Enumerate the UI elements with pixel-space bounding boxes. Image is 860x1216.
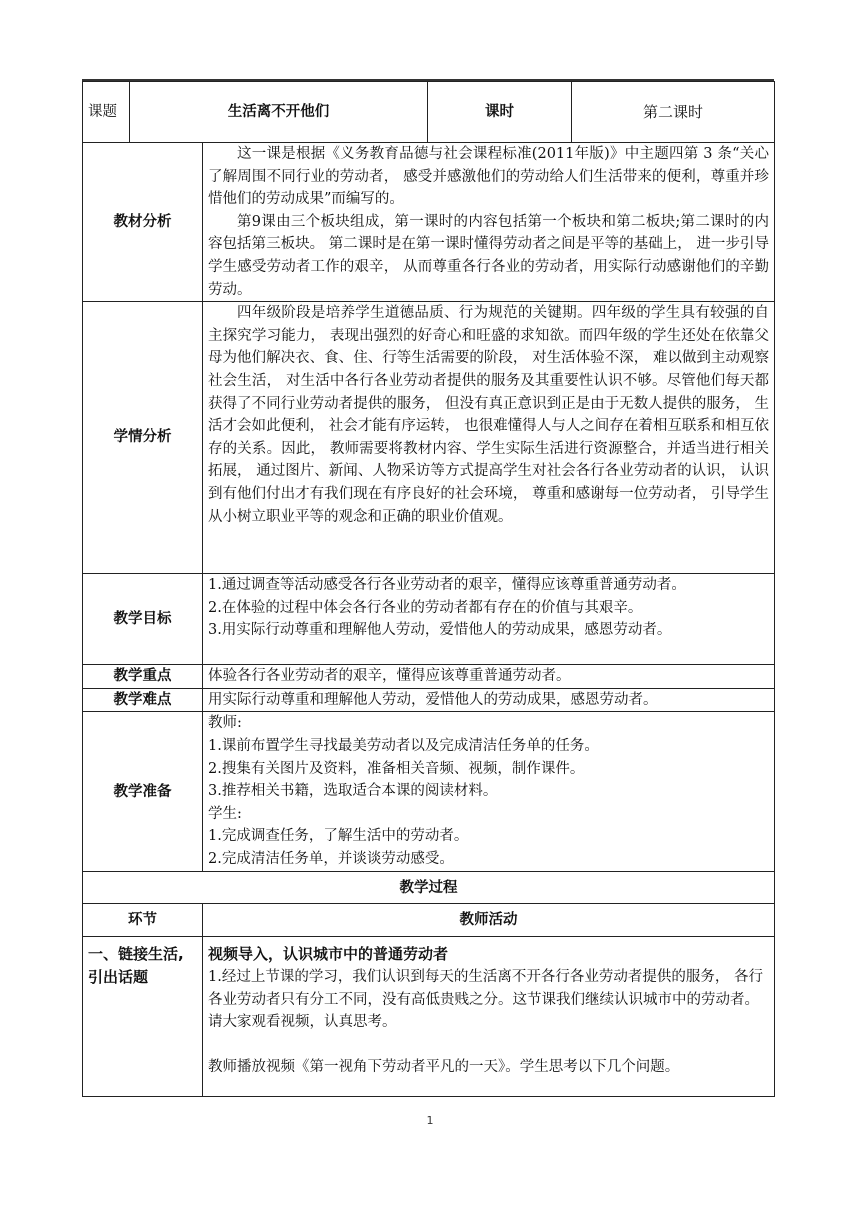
lesson-label: 课时	[428, 82, 572, 143]
header-row	[83, 82, 775, 143]
goal-item: 2.在体验的过程中体会各行各业的劳动者都有存在的价值与其艰辛。	[208, 599, 643, 616]
step1-paragraph-2: 教师播放视频《第一视角下劳动者平凡的一天》。学生思考以下几个问题。	[208, 1058, 680, 1075]
goals-content	[203, 574, 775, 665]
stage-column-header: 环节	[83, 904, 203, 937]
material-content	[203, 143, 775, 302]
topic-label: 课题	[83, 82, 130, 143]
page-number: 1	[426, 1114, 434, 1127]
step1-paragraph-1: 1.经过上节课的学习，我们认识到每天的生活离不开各行各业劳动者提供的服务， 各行各业劳动者只有分工不同，没有高低贵贱之分。这节课我们继续认识城市中的劳动者。请大家观看视频，认真思考。	[208, 968, 763, 1031]
goal-item: 1.通过调查等活动感受各行各业劳动者的艰辛，懂得应该尊重普通劳动者。	[208, 577, 686, 594]
spacer	[208, 1034, 769, 1056]
goals-row	[83, 574, 775, 665]
difficulty-text: 用实际行动尊重和理解他人劳动，爱惜他人的劳动成果，感恩劳动者。	[203, 688, 775, 712]
prep-row	[83, 712, 775, 872]
students-content	[203, 302, 775, 574]
step1-content	[203, 937, 775, 1097]
difficulty-row	[83, 688, 775, 712]
prep-line: 3.推荐相关书籍，选取适合本课的阅读材料。	[208, 783, 498, 800]
material-row	[83, 143, 775, 302]
lesson-value: 第二课时	[572, 82, 775, 143]
material-paragraph-2: 第9课由三个板块组成，第一课时的内容包括第一个板块和第二板块;第二课时的内容包括第三板块。 第二课时是在第一课时懂得劳动者之间是平等的基础上， 进一步引导学生感受劳动者工作的艰辛， 从而尊重各行各业的劳动者，用实际行动感谢他们的辛勤劳动。	[208, 213, 769, 298]
goals-label: 教学目标	[83, 574, 203, 665]
students-paragraph: 四年级阶段是培养学生道德品质、行为规范的关键期。四年级的学生具有较强的自主探究学习能力， 表现出强烈的好奇心和旺盛的求知欲。而四年级的学生还处在依靠父母为他们解决衣、食、住、行等生活需要的阶段， 对生活体验不深， 难以做到主动观察社会生活， 对生活中各行各业劳动者提供的服务及其重要性认识不够。尽管他们每天都获得了不同行业劳动者提供的服务， 但没有真正意识到正是由于无数人提供的服务， 生活才会如此便利， 社会才能有序运转， 也很难懂得人与人之间存在着相互联系和相互依存的关系。因此， 教师需要将教材内容、学生实际生活进行资源整合，并适当进行相关拓展， 通过图片、新闻、人物采访等方式提高学生对社会各行各业劳动者的认识， 认识到有他们付出才有我们现在有序良好的社会环境， 尊重和感谢每一位劳动者， 引导学生从小树立职业平等的观念和正确的职业价值观。	[208, 305, 769, 525]
prep-line: 1.完成调查任务，了解生活中的劳动者。	[208, 828, 469, 845]
difficulty-label: 教学难点	[83, 688, 203, 712]
key-point-text: 体验各行各业劳动者的艰辛，懂得应该尊重普通劳动者。	[203, 665, 775, 689]
prep-label: 教学准备	[83, 712, 203, 872]
prep-line: 教师:	[208, 715, 242, 732]
prep-line: 1.课前布置学生寻找最美劳动者以及完成清洁任务单的任务。	[208, 737, 599, 754]
material-label: 教材分析	[83, 143, 203, 302]
students-row	[83, 302, 775, 574]
prep-content	[203, 712, 775, 872]
students-label: 学情分析	[83, 302, 203, 574]
goal-item: 3.用实际行动尊重和理解他人劳动，爱惜他人的劳动成果，感恩劳动者。	[208, 622, 672, 639]
teacher-column-header: 教师活动	[203, 904, 775, 937]
prep-line: 学生:	[208, 805, 242, 822]
prep-line: 2.完成清洁任务单，并谈谈劳动感受。	[208, 850, 454, 867]
process-title-row	[83, 872, 775, 904]
key-point-label: 教学重点	[83, 665, 203, 689]
material-paragraph-1: 这一课是根据《义务教育品德与社会课程标准(2011年版)》中主题四第 3 条“关心了解周围不同行业的劳动者， 感受并感激他们的劳动给人们生活带来的便利，尊重并珍惜他们的劳动成果”而编写的。	[208, 146, 769, 208]
key-point-row	[83, 665, 775, 689]
step1-stage: 一、链接生活,引出话题	[83, 937, 203, 1097]
process-title: 教学过程	[83, 872, 775, 904]
prep-line: 2.搜集有关图片及资料，准备相关音频、视频，制作课件。	[208, 760, 585, 777]
process-header-row	[83, 904, 775, 937]
topic-value: 生活离不开他们	[130, 82, 428, 143]
lesson-plan-table	[82, 81, 775, 1097]
step1-row	[83, 937, 775, 1097]
step1-heading: 视频导入，认识城市中的普通劳动者	[208, 945, 449, 964]
